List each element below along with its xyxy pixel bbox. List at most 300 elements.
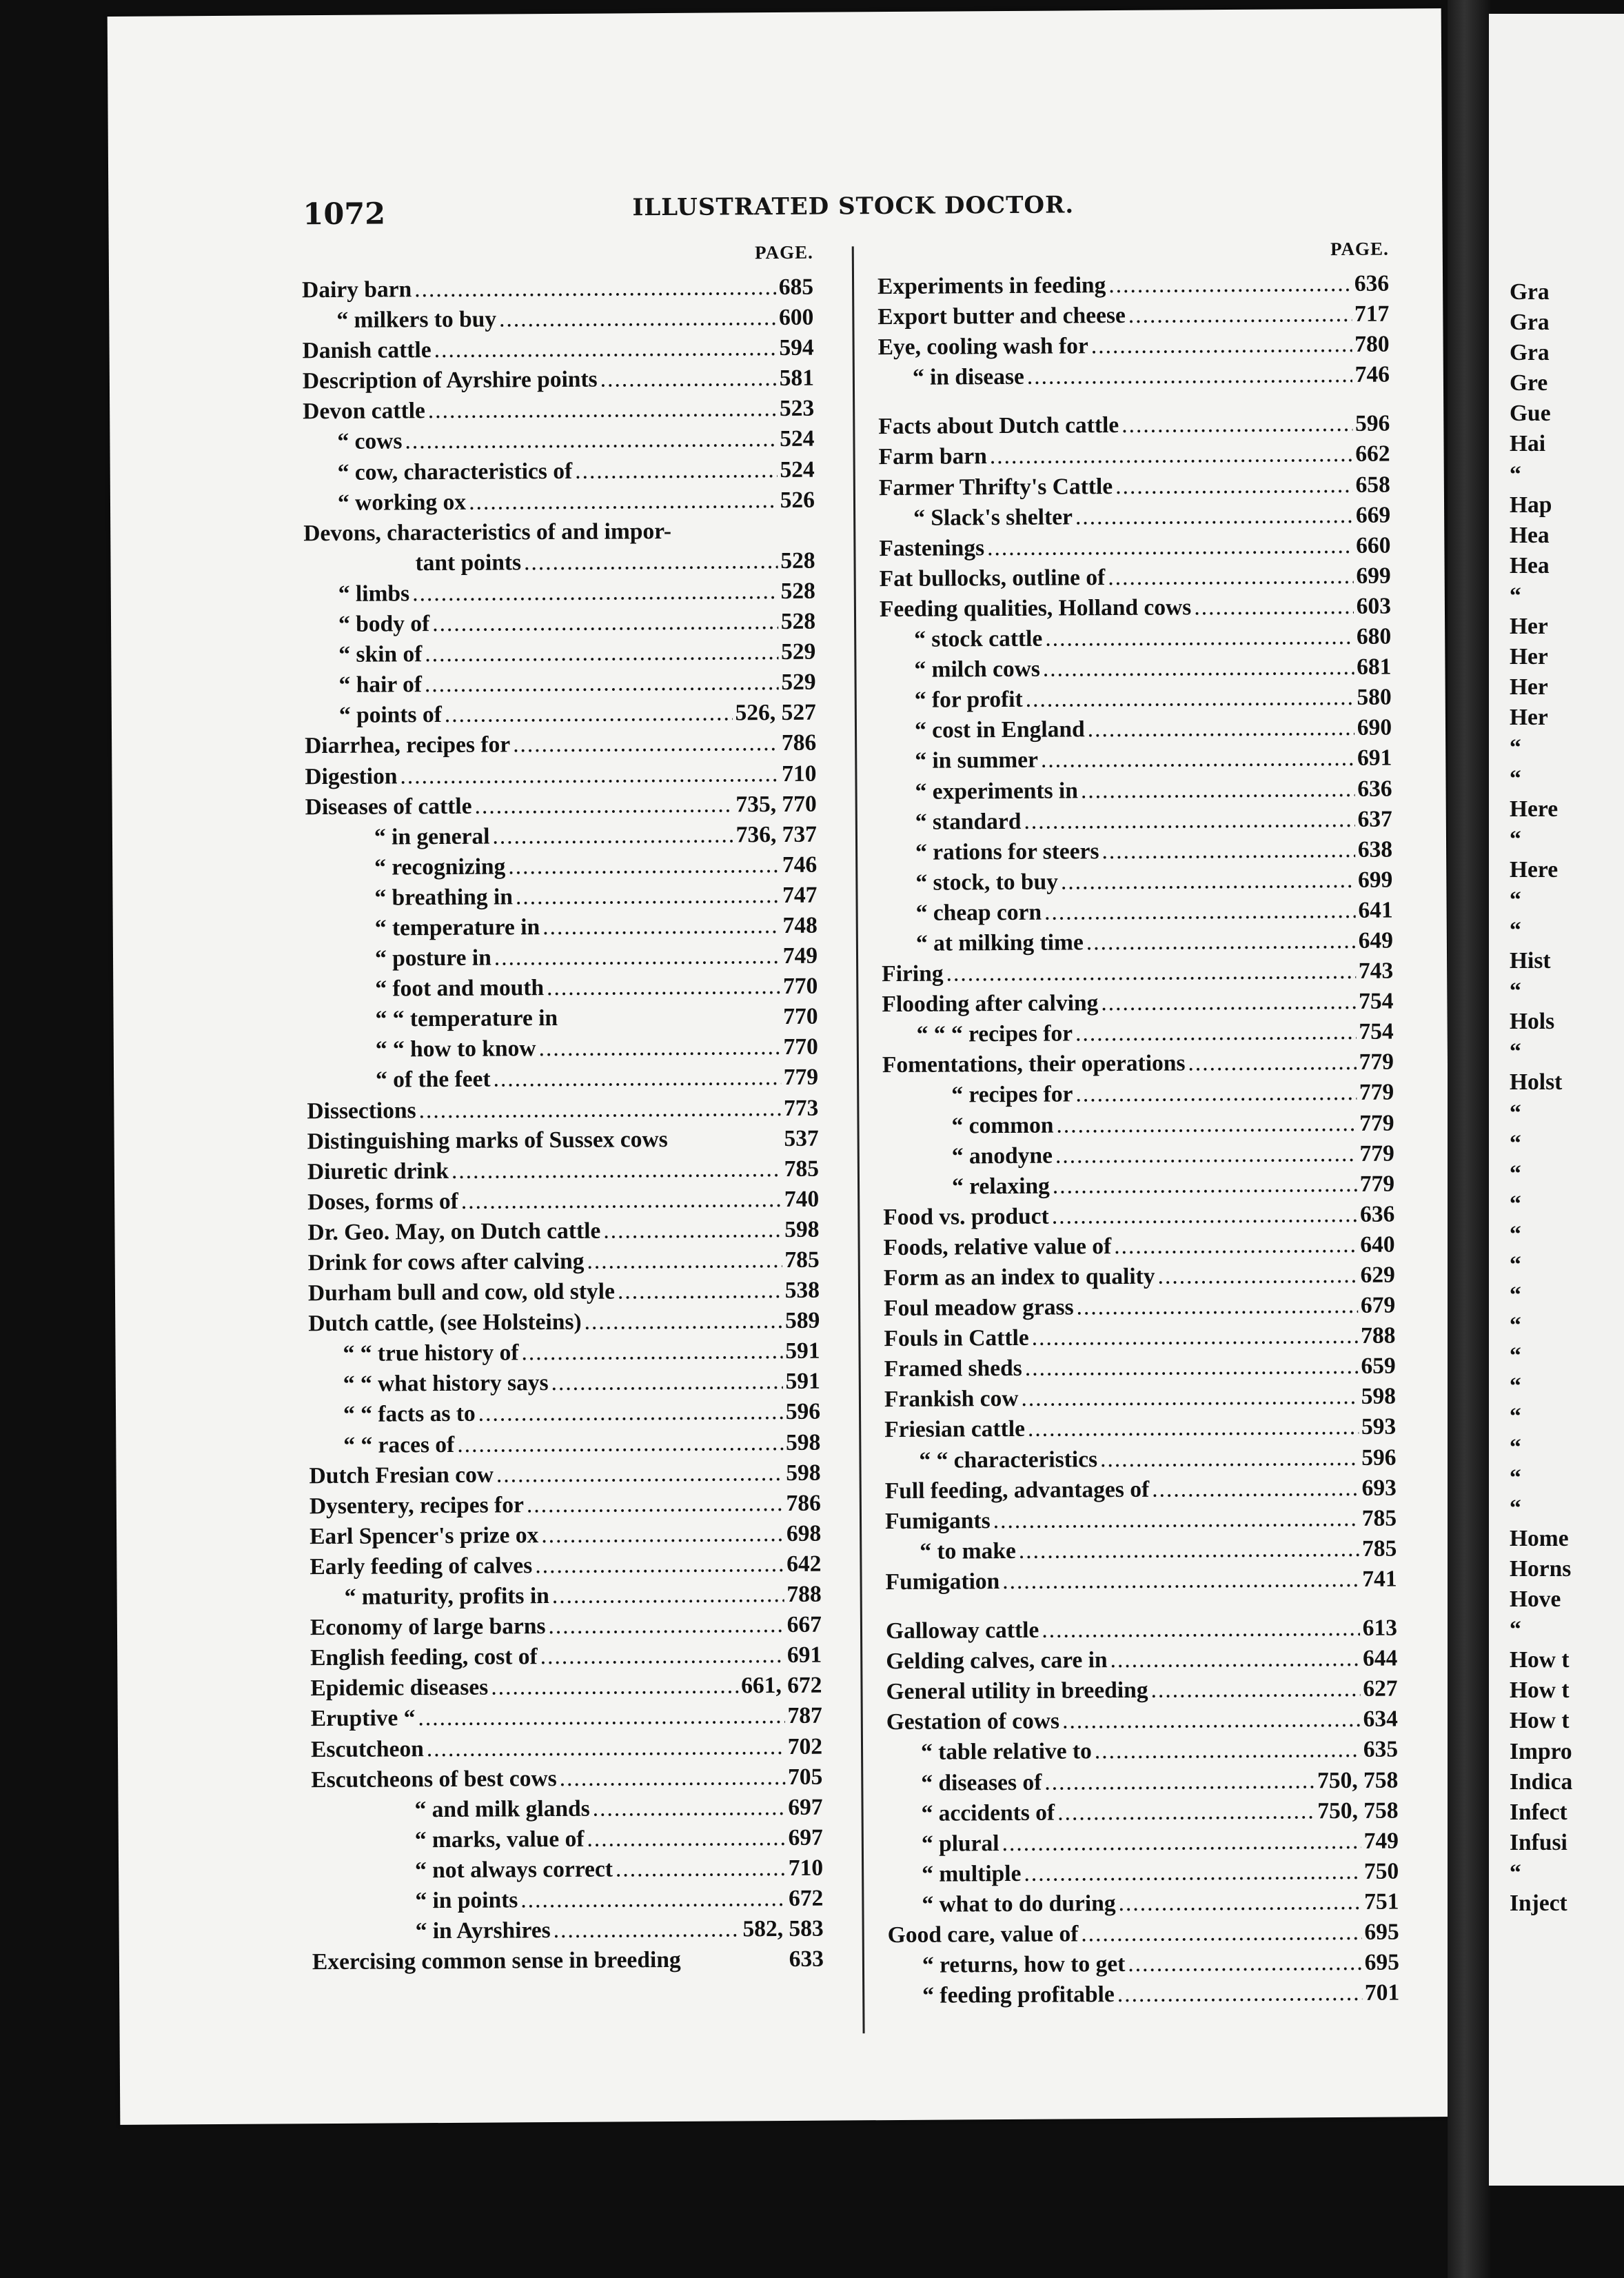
leader-dots xyxy=(1108,561,1353,593)
leader-dots xyxy=(1062,1704,1361,1737)
index-entry-page: 672 xyxy=(789,1885,824,1911)
index-entry-page: 598 xyxy=(784,1216,820,1242)
index-entry xyxy=(304,576,815,610)
index-entry-page: 695 xyxy=(1364,1949,1400,1975)
leader-dots xyxy=(1042,1613,1360,1646)
index-entry-page: 681 xyxy=(1357,654,1392,681)
index-entry-text: Farmer Thrifty's Cattle xyxy=(878,473,1113,501)
index-entry xyxy=(308,1336,820,1370)
index-entry-page: 589 xyxy=(784,1307,820,1334)
facing-page-fragment: Her xyxy=(1510,674,1548,700)
facing-page-fragment: Gra xyxy=(1510,340,1550,366)
index-entry xyxy=(309,1518,821,1552)
index-list-right xyxy=(877,269,1399,2012)
column-divider xyxy=(852,246,865,2033)
index-entry xyxy=(305,849,817,883)
index-entry-page: 698 xyxy=(786,1520,822,1546)
leader-dots xyxy=(1121,409,1352,441)
facing-page-fragment: Horns xyxy=(1510,1555,1572,1582)
index-entry-page: 644 xyxy=(1362,1645,1398,1671)
index-entry-text: Danish cattle xyxy=(302,337,432,364)
leader-dots xyxy=(1118,1887,1361,1919)
leader-dots xyxy=(1115,470,1353,501)
leader-dots xyxy=(493,1062,781,1095)
index-entry xyxy=(312,1884,823,1917)
index-entry-text: Feeding qualities, Holland cows xyxy=(879,594,1192,623)
index-entry-text: General utility in breeding xyxy=(886,1677,1148,1705)
leader-dots xyxy=(1114,1230,1357,1262)
index-entry-page: 740 xyxy=(784,1186,820,1212)
index-entry-text: Foul meadow grass xyxy=(884,1294,1074,1322)
index-entry xyxy=(880,652,1391,686)
index-entry xyxy=(879,470,1390,503)
facing-page-fragment: Hea xyxy=(1510,552,1550,578)
leader-dots xyxy=(428,394,777,426)
index-entry-text: Facts about Dutch cattle xyxy=(878,412,1119,440)
index-entry xyxy=(888,1948,1399,1982)
index-entry-page: 785 xyxy=(1361,1505,1397,1531)
index-entry xyxy=(885,1564,1397,1597)
index-entry-page: 598 xyxy=(1361,1383,1397,1410)
leader-dots xyxy=(1157,1260,1357,1292)
index-entry xyxy=(882,987,1393,1020)
index-entry-text: Eruptive “ xyxy=(310,1705,416,1732)
index-entry xyxy=(886,1765,1398,1799)
index-entry-page: 679 xyxy=(1360,1292,1396,1318)
leader-dots xyxy=(1100,1442,1359,1474)
index-entry-page: 695 xyxy=(1364,1919,1399,1945)
index-entry-text: Fomentations, their operations xyxy=(882,1050,1186,1078)
index-entry-page: 598 xyxy=(786,1460,821,1486)
index-entry-page: 613 xyxy=(1362,1615,1398,1641)
facing-page-fragment: “ xyxy=(1510,1160,1521,1187)
leader-dots xyxy=(541,1519,784,1551)
index-entry xyxy=(302,272,813,306)
index-entry xyxy=(302,303,813,336)
leader-dots xyxy=(474,789,733,821)
leader-dots xyxy=(993,1504,1359,1536)
index-entry xyxy=(309,1458,820,1491)
leader-dots xyxy=(1024,1857,1361,1889)
facing-page-fragment: “ xyxy=(1510,461,1521,487)
book-page xyxy=(108,8,1454,2125)
leader-dots xyxy=(1024,804,1354,836)
index-entry-text: “ cows xyxy=(337,428,403,455)
index-entry-text: “ table relative to xyxy=(920,1738,1092,1766)
index-entry-page: 680 xyxy=(1356,623,1392,649)
leader-dots xyxy=(432,607,778,639)
leader-dots xyxy=(551,1367,782,1398)
index-entry-page: 528 xyxy=(780,547,815,574)
index-entry-page: 741 xyxy=(1362,1566,1397,1592)
leader-dots xyxy=(618,1276,782,1307)
index-entry-text: “ cow, characteristics of xyxy=(337,458,573,485)
index-entry-page: 690 xyxy=(1357,714,1392,741)
leader-dots xyxy=(499,303,776,335)
index-entry-page: 538 xyxy=(784,1277,820,1304)
leader-dots xyxy=(600,363,777,395)
index-entry-page: 537 xyxy=(784,1125,819,1151)
leader-dots xyxy=(542,911,780,943)
leader-dots xyxy=(1086,926,1356,958)
index-entry xyxy=(312,1853,823,1887)
index-entry-text: “ multiple xyxy=(922,1860,1022,1887)
index-entry xyxy=(303,394,814,427)
index-entry xyxy=(884,1321,1395,1355)
index-entry-page: 717 xyxy=(1354,301,1390,327)
index-entry-page: 594 xyxy=(779,334,814,361)
index-entry xyxy=(879,500,1390,534)
index-entry-text: “ diseases of xyxy=(921,1769,1042,1796)
leader-dots xyxy=(516,880,780,912)
leader-dots xyxy=(1019,1534,1359,1566)
index-entry-text: Dysentery, recipes for xyxy=(309,1492,525,1519)
facing-page-fragment: Her xyxy=(1510,644,1548,670)
index-entry-text: “ temperature in xyxy=(374,914,540,941)
index-entry-page: 779 xyxy=(1359,1140,1394,1167)
index-entry-text: Flooding after calving xyxy=(882,990,1099,1018)
leader-dots xyxy=(1026,683,1354,715)
index-entry-page: 641 xyxy=(1358,897,1393,923)
leader-dots xyxy=(1032,1321,1359,1353)
leader-dots xyxy=(469,485,778,518)
leader-dots xyxy=(508,850,780,882)
index-entry-text: “ “ how to know xyxy=(375,1036,536,1062)
index-entry-text: Dutch Fresian cow xyxy=(309,1462,494,1489)
index-entry-page: 637 xyxy=(1357,806,1392,832)
facing-page-fragment: “ xyxy=(1510,887,1521,913)
facing-page-fragment: How t xyxy=(1510,1677,1570,1704)
index-entry xyxy=(885,1503,1397,1537)
index-entry-text: Devon cattle xyxy=(303,398,425,425)
index-entry-text: “ what to do during xyxy=(922,1890,1116,1917)
index-entry-text: Description of Ayrshire points xyxy=(302,366,598,394)
index-entry xyxy=(885,1533,1397,1567)
index-entry xyxy=(887,1826,1399,1859)
index-entry xyxy=(303,363,814,397)
index-entry xyxy=(309,1488,821,1522)
index-entry xyxy=(311,1701,822,1735)
index-entry xyxy=(308,1245,820,1279)
index-entry-page: 743 xyxy=(1358,958,1394,984)
index-entry-page: 750, 758 xyxy=(1317,1767,1399,1793)
book-spine xyxy=(1448,0,1490,2278)
index-entry-text: Durham bull and cow, old style xyxy=(307,1278,615,1307)
index-entry-page: 598 xyxy=(785,1429,821,1455)
index-entry-text: “ milkers to buy xyxy=(336,306,497,334)
index-entry-text: “ stock, to buy xyxy=(915,869,1059,896)
leader-dots xyxy=(491,1671,738,1703)
index-entry xyxy=(311,1762,822,1795)
leader-dots xyxy=(584,1306,782,1338)
index-entry xyxy=(878,439,1390,473)
index-entry-text: tant points xyxy=(415,550,522,576)
index-entry-page: 596 xyxy=(1361,1444,1397,1471)
index-entry xyxy=(884,1442,1396,1476)
facing-page-fragment: Indica xyxy=(1510,1768,1573,1795)
index-entry-text: Gelding calves, care in xyxy=(886,1647,1108,1675)
index-entry-text: “ milch cows xyxy=(914,656,1040,683)
index-entry-page: 702 xyxy=(787,1733,823,1760)
index-entry-text: Diuretic drink xyxy=(307,1158,449,1185)
leader-dots xyxy=(540,1640,785,1672)
index-entry-text: “ skin of xyxy=(338,641,423,668)
index-entry-text: “ anodyne xyxy=(951,1142,1053,1169)
index-entry-page: 749 xyxy=(782,943,818,969)
index-entry xyxy=(311,1731,822,1765)
facing-page-fragment: “ xyxy=(1510,1313,1521,1339)
leader-dots xyxy=(593,1793,786,1824)
leader-dots xyxy=(1025,1351,1359,1384)
index-entry-page: 770 xyxy=(783,1003,818,1030)
index-entry-page: 528 xyxy=(780,608,816,635)
leader-dots xyxy=(1053,1169,1357,1202)
index-entry-page: 596 xyxy=(1354,410,1390,437)
index-entry xyxy=(882,956,1393,990)
facing-page-fragment: “ xyxy=(1510,1617,1521,1643)
index-entry-text: “ at milking time xyxy=(915,929,1084,956)
running-title: ILLUSTRATED STOCK DOCTOR. xyxy=(632,191,1075,222)
leader-dots xyxy=(1052,1200,1358,1232)
facing-page-fragment: Here xyxy=(1510,796,1559,822)
index-entry xyxy=(883,1138,1394,1172)
index-entry xyxy=(888,1917,1399,1951)
index-entry xyxy=(309,1549,821,1583)
index-entry xyxy=(880,561,1391,594)
index-entry xyxy=(878,409,1390,443)
index-entry xyxy=(307,1215,819,1249)
leader-dots xyxy=(560,1762,786,1794)
index-entry-page: 779 xyxy=(783,1065,819,1091)
index-entry xyxy=(881,804,1392,838)
index-entry-text: “ cost in England xyxy=(914,716,1085,744)
index-entry xyxy=(310,1610,822,1644)
index-entry-text: “ rations for steers xyxy=(915,838,1099,865)
leader-dots xyxy=(990,439,1353,472)
index-entry-page: 750, 758 xyxy=(1317,1797,1399,1824)
index-entry-text: “ foot and mouth xyxy=(375,975,545,1002)
column-header-right: PAGE. xyxy=(1330,238,1389,260)
index-entry xyxy=(880,774,1392,807)
index-entry xyxy=(305,698,816,732)
index-entry-text: Earl Spencer's prize ox xyxy=(309,1522,539,1550)
facing-page-fragment: Hols xyxy=(1510,1009,1555,1035)
index-entry xyxy=(886,1613,1397,1647)
leader-dots xyxy=(425,667,779,700)
index-entry-text: “ stock cattle xyxy=(914,625,1043,652)
facing-page-fragment: Inject xyxy=(1510,1890,1567,1916)
leader-dots xyxy=(1152,1473,1359,1505)
index-entry-text: Dissections xyxy=(307,1097,416,1124)
index-entry xyxy=(310,1640,822,1674)
index-entry xyxy=(886,1674,1397,1708)
index-entry-page: 786 xyxy=(781,730,817,756)
index-column-right xyxy=(877,239,1400,2012)
index-entry xyxy=(881,834,1392,868)
index-entry-text: Fastenings xyxy=(879,534,985,561)
index-entry-text: Dairy barn xyxy=(301,276,412,303)
index-entry xyxy=(303,546,815,580)
index-entry-text: Escutcheon xyxy=(310,1735,424,1762)
facing-page-fragment: Impro xyxy=(1510,1738,1572,1764)
index-entry-page: 662 xyxy=(1355,441,1390,467)
index-entry-text: “ breathing in xyxy=(374,884,514,911)
index-entry-text: “ returns, how to get xyxy=(922,1951,1126,1978)
index-entry-text: “ posture in xyxy=(374,945,491,971)
leader-dots xyxy=(1076,1291,1358,1323)
leader-dots xyxy=(1075,501,1353,533)
index-entry-text: Galloway cattle xyxy=(885,1617,1039,1644)
leader-dots xyxy=(1044,1766,1315,1797)
index-entry-text: “ to make xyxy=(920,1538,1016,1564)
index-entry xyxy=(309,1397,820,1431)
leader-dots xyxy=(1081,1917,1361,1950)
index-entry-text: Fumigants xyxy=(884,1507,991,1534)
index-entry-page: 685 xyxy=(778,274,814,300)
index-entry-text: Epidemic diseases xyxy=(310,1674,489,1702)
facing-page-fragment: “ xyxy=(1510,1404,1521,1430)
leader-dots xyxy=(535,1549,784,1581)
index-entry xyxy=(877,269,1389,303)
facing-page-fragment: “ xyxy=(1510,1373,1521,1400)
index-entry xyxy=(310,1671,822,1704)
index-entry-text: “ “ facts as to xyxy=(343,1401,476,1428)
facing-page-fragment: “ xyxy=(1510,1221,1521,1247)
facing-page-fragment: Gra xyxy=(1510,310,1550,336)
index-entry-page: 526, 527 xyxy=(735,699,816,726)
index-entry xyxy=(887,1886,1399,1920)
index-entry-page: 701 xyxy=(1364,1979,1400,2006)
index-entry-text: Exercising common sense in breeding xyxy=(312,1947,681,1975)
index-entry-text: Digestion xyxy=(305,763,398,789)
index-entry-page: 699 xyxy=(1357,867,1393,893)
index-entry xyxy=(308,1276,820,1309)
index-entry xyxy=(877,330,1389,363)
index-entry-page: 593 xyxy=(1361,1414,1397,1440)
index-entry-text: “ in Ayrshires xyxy=(415,1917,551,1944)
leader-dots xyxy=(1041,743,1354,776)
index-entry xyxy=(307,1123,819,1157)
facing-page-fragment: Her xyxy=(1510,705,1548,731)
index-entry-text: “ maturity, profits in xyxy=(344,1583,549,1610)
index-entry xyxy=(305,819,817,853)
index-entry-page: 786 xyxy=(786,1490,821,1516)
index-entry-page: 697 xyxy=(788,1794,823,1820)
index-entry xyxy=(304,637,815,671)
leader-dots xyxy=(1043,652,1354,685)
index-entry-page: 770 xyxy=(783,1034,818,1060)
index-entry-page: 751 xyxy=(1364,1888,1399,1915)
index-entry xyxy=(886,1795,1398,1829)
index-entry-page: 603 xyxy=(1356,593,1392,619)
index-entry-page: 746 xyxy=(1354,361,1390,388)
index-entry-page: 640 xyxy=(1360,1231,1395,1258)
facing-page-fragment: “ xyxy=(1510,583,1521,609)
facing-page-fragment: “ xyxy=(1510,1343,1521,1369)
leader-dots xyxy=(1002,1564,1359,1597)
facing-page-fragment: “ xyxy=(1510,1282,1521,1309)
index-entry-page: 658 xyxy=(1355,472,1390,498)
index-entry-page: 636 xyxy=(1357,776,1392,802)
index-entry xyxy=(879,530,1390,564)
leader-dots xyxy=(521,1336,782,1368)
index-entry-text: “ “ characteristics xyxy=(919,1446,1098,1473)
index-entry xyxy=(886,1644,1397,1677)
index-entry-page: 746 xyxy=(782,851,818,878)
index-entry-page: 754 xyxy=(1359,1018,1394,1045)
leader-dots xyxy=(946,956,1356,989)
index-entry-page: 788 xyxy=(786,1581,822,1607)
index-entry-text: Economy of large barns xyxy=(309,1613,546,1641)
index-entry-text: “ “ temperature in xyxy=(375,1005,558,1032)
index-entry xyxy=(877,299,1389,333)
leader-dots xyxy=(425,637,778,669)
index-entry-page: 581 xyxy=(779,365,815,392)
index-entry-text: Devons, characteristics of and impor- xyxy=(303,518,672,546)
index-entry-page: 710 xyxy=(782,760,817,787)
index-entry xyxy=(882,1078,1394,1111)
facing-page-fragments xyxy=(1510,277,1572,1919)
index-entry xyxy=(882,1108,1394,1142)
index-entry-text: “ points of xyxy=(338,702,442,729)
index-entry-text: “ and milk glands xyxy=(414,1795,590,1822)
index-entry xyxy=(307,1062,818,1096)
index-entry-text: Foods, relative value of xyxy=(883,1233,1112,1260)
index-entry-page: 750 xyxy=(1363,1858,1399,1884)
leader-dots xyxy=(414,272,776,305)
index-entry xyxy=(307,1093,818,1127)
leader-dots xyxy=(1061,865,1355,898)
index-entry-page: 661, 672 xyxy=(741,1672,822,1699)
facing-page-fragment: Here xyxy=(1510,856,1559,883)
index-entry xyxy=(312,1822,823,1856)
index-entry-text: Friesian cattle xyxy=(884,1416,1026,1443)
leader-dots xyxy=(538,1032,780,1064)
index-entry-text: “ feeding profitable xyxy=(922,1982,1115,2008)
index-entry xyxy=(309,1427,820,1461)
index-entry-text: English feeding, cost of xyxy=(310,1644,538,1671)
page-number: 1072 xyxy=(303,196,386,232)
leader-dots xyxy=(587,1245,782,1277)
leader-dots xyxy=(520,1884,786,1915)
facing-page-fragment: “ xyxy=(1510,1434,1521,1460)
index-entry xyxy=(880,743,1392,777)
index-entry-text: “ common xyxy=(951,1112,1054,1139)
leader-dots xyxy=(461,1185,782,1217)
index-entry xyxy=(303,424,814,458)
index-entry-page: 691 xyxy=(786,1642,822,1669)
index-entry-text: Drink for cows after calving xyxy=(307,1248,585,1276)
index-entry-text: “ working ox xyxy=(337,489,467,516)
leader-dots xyxy=(1057,1796,1315,1828)
leader-dots xyxy=(547,971,780,1003)
leader-dots xyxy=(1095,1735,1361,1766)
index-entry-page: 642 xyxy=(786,1551,822,1577)
leader-dots xyxy=(1110,1644,1360,1675)
facing-page-fragment: Gue xyxy=(1510,401,1551,427)
leader-dots xyxy=(427,1731,785,1764)
leader-dots xyxy=(478,1397,783,1429)
facing-page-fragment: Holst xyxy=(1510,1069,1563,1096)
leader-dots xyxy=(616,1853,786,1885)
index-entry xyxy=(884,1351,1396,1385)
index-entry-page: 649 xyxy=(1358,927,1394,954)
leader-dots xyxy=(1194,592,1354,623)
index-entry-text: Dr. Geo. May, on Dutch cattle xyxy=(307,1218,601,1246)
index-entry-text: “ in points xyxy=(415,1887,518,1914)
facing-page-fragment: “ xyxy=(1510,1859,1521,1886)
facing-page-fragment: “ xyxy=(1510,1100,1521,1126)
